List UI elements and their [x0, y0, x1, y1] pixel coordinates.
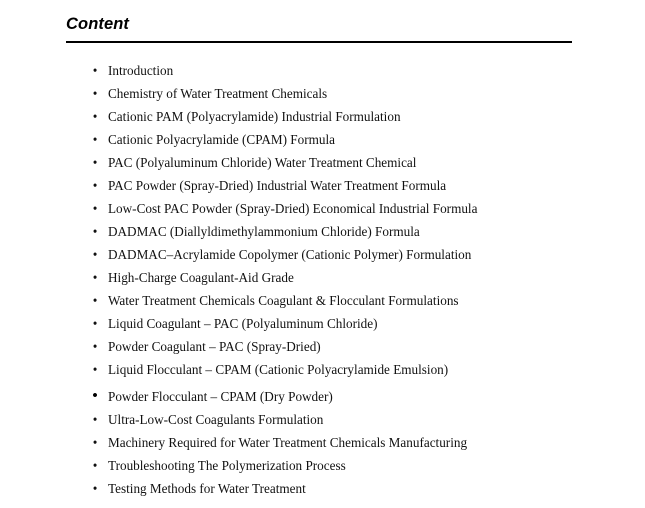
- toc-item-label: High-Charge Coagulant-Aid Grade: [108, 270, 294, 285]
- toc-list-item[interactable]: [0, 335, 645, 358]
- toc-item-label: Introduction: [108, 63, 174, 78]
- table-of-contents-list: [0, 59, 645, 500]
- bullet-icon: •: [92, 388, 98, 404]
- toc-list-item[interactable]: [0, 385, 645, 408]
- toc-list-item[interactable]: [0, 128, 645, 151]
- toc-list-item[interactable]: [0, 477, 645, 500]
- toc-list-item[interactable]: [0, 431, 645, 454]
- toc-list-item[interactable]: [0, 174, 645, 197]
- toc-list-item[interactable]: [0, 312, 645, 335]
- toc-list-item[interactable]: [0, 358, 645, 381]
- toc-item-label: Low-Cost PAC Powder (Spray-Dried) Economical Industrial Formula: [108, 201, 478, 216]
- bullet-icon: •: [92, 155, 98, 170]
- bullet-icon: •: [92, 201, 98, 216]
- toc-list-item[interactable]: [0, 408, 645, 431]
- bullet-icon: •: [92, 481, 98, 496]
- toc-item-label: Troubleshooting The Polymerization Process: [108, 458, 346, 473]
- toc-item-label: Testing Methods for Water Treatment: [108, 481, 306, 496]
- heading-block: [66, 14, 572, 43]
- toc-list-item[interactable]: [0, 59, 645, 82]
- toc-item-label: Powder Coagulant – PAC (Spray-Dried): [108, 339, 321, 354]
- bullet-icon: •: [92, 109, 98, 124]
- bullet-icon: •: [92, 247, 98, 262]
- toc-item-label: Water Treatment Chemicals Coagulant & Flocculant Formulations: [108, 293, 459, 308]
- bullet-icon: •: [92, 86, 98, 101]
- toc-list-item[interactable]: [0, 454, 645, 477]
- toc-item-label: Cationic Polyacrylamide (CPAM) Formula: [108, 132, 335, 147]
- toc-item-label: Machinery Required for Water Treatment Chemicals Manufacturing: [108, 435, 468, 450]
- toc-item-label: PAC Powder (Spray-Dried) Industrial Water Treatment Formula: [108, 178, 447, 193]
- toc-item-label: DADMAC (Diallyldimethylammonium Chloride) Formula: [108, 224, 420, 239]
- toc-list-item[interactable]: [0, 82, 645, 105]
- bullet-icon: •: [92, 412, 98, 427]
- toc-list-item[interactable]: [0, 243, 645, 266]
- toc-item-label: Ultra-Low-Cost Coagulants Formulation: [108, 412, 324, 427]
- bullet-icon: •: [92, 293, 98, 308]
- toc-list-item[interactable]: [0, 266, 645, 289]
- toc-list-item[interactable]: [0, 151, 645, 174]
- title-divider: [66, 41, 572, 43]
- toc-list-item[interactable]: [0, 220, 645, 243]
- toc-item-label: Chemistry of Water Treatment Chemicals: [108, 86, 328, 101]
- bullet-icon: •: [92, 270, 98, 285]
- bullet-icon: •: [92, 435, 98, 450]
- bullet-icon: •: [92, 63, 98, 78]
- toc-list-item[interactable]: [0, 197, 645, 220]
- toc-list-item[interactable]: [0, 105, 645, 128]
- toc-list-item[interactable]: [0, 289, 645, 312]
- bullet-icon: •: [92, 339, 98, 354]
- bullet-icon: •: [92, 316, 98, 331]
- bullet-icon: •: [92, 362, 98, 377]
- toc-item-label: Powder Flocculant – CPAM (Dry Powder): [108, 389, 333, 404]
- toc-item-label: Cationic PAM (Polyacrylamide) Industrial Formulation: [108, 109, 401, 124]
- page-title: Content: [66, 15, 130, 33]
- bullet-icon: •: [92, 224, 98, 239]
- toc-item-label: PAC (Polyaluminum Chloride) Water Treatment Chemical: [108, 155, 417, 170]
- toc-item-label: DADMAC–Acrylamide Copolymer (Cationic Polymer) Formulation: [108, 247, 472, 262]
- bullet-icon: •: [92, 458, 98, 473]
- bullet-icon: •: [92, 178, 98, 193]
- toc-item-label: Liquid Flocculant – CPAM (Cationic Polyacrylamide Emulsion): [108, 362, 449, 377]
- toc-item-label: Liquid Coagulant – PAC (Polyaluminum Chloride): [108, 316, 378, 331]
- bullet-icon: •: [92, 132, 98, 147]
